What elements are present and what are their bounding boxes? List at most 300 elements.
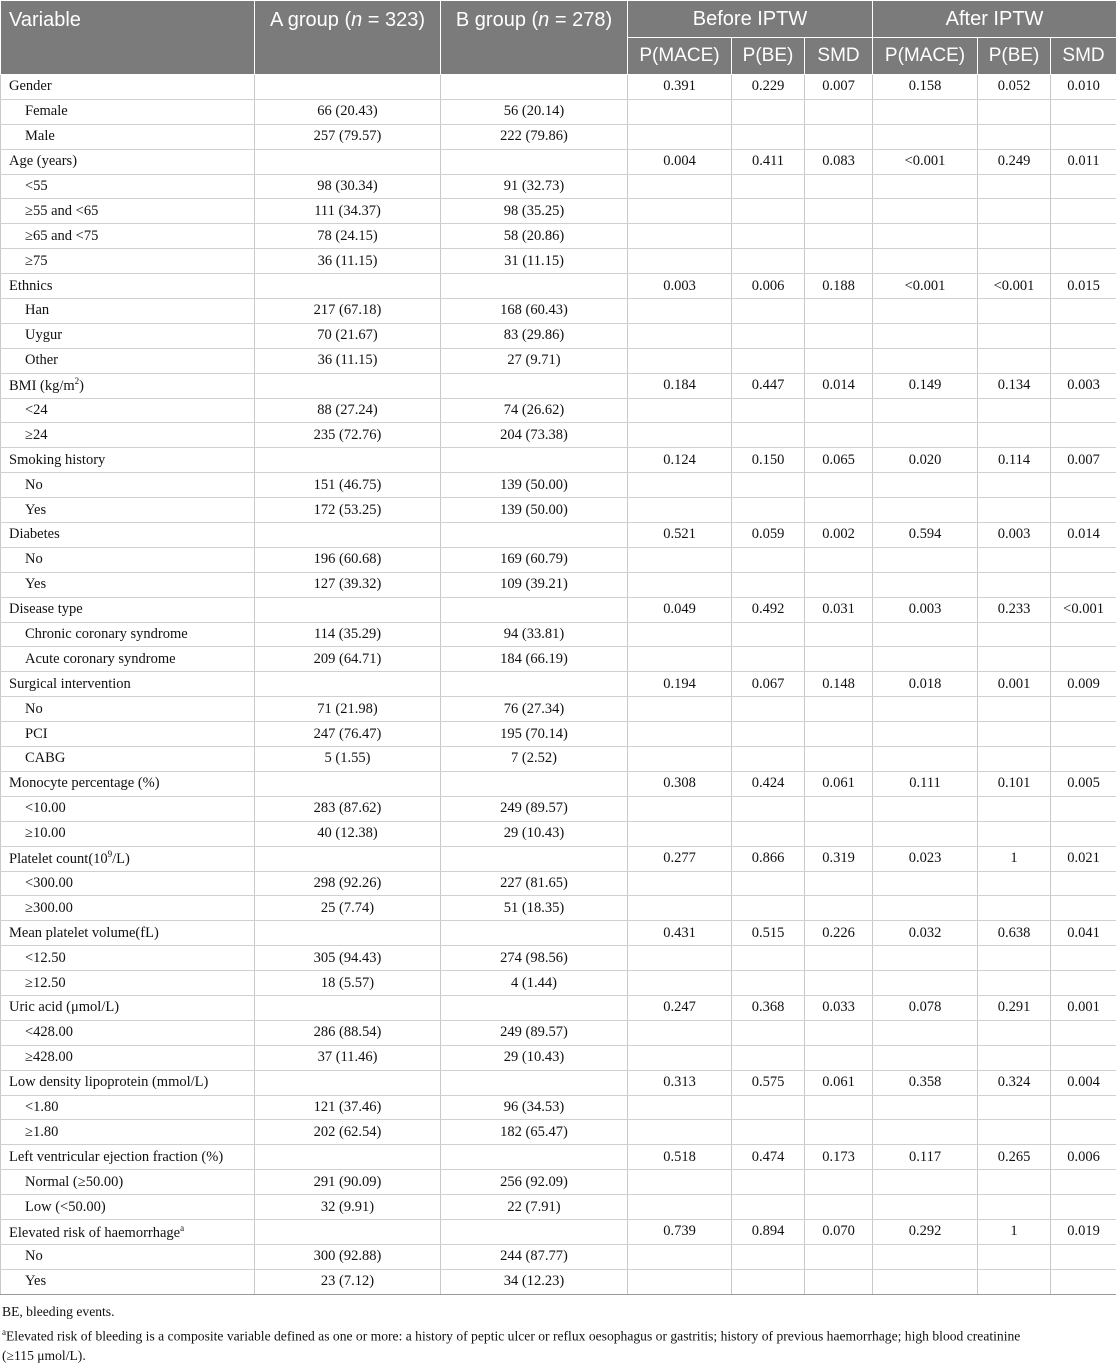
after-p-be-value [978, 224, 1051, 249]
group-b-value: 74 (26.62) [441, 398, 628, 423]
group-a-value: 71 (21.98) [255, 697, 441, 722]
before-p-mace-value [628, 1244, 732, 1269]
before-p-be-value [732, 871, 805, 896]
before-p-mace-value: 0.003 [628, 274, 732, 299]
before-p-be-value [732, 796, 805, 821]
before-p-mace-value [628, 796, 732, 821]
category-row [1, 946, 1116, 971]
group-a-value [255, 1219, 441, 1244]
row-label: Smoking history [9, 452, 105, 468]
group-a-value: 36 (11.15) [255, 348, 441, 373]
after-p-mace-value [873, 572, 978, 597]
after-p-be-value [978, 1244, 1051, 1269]
after-p-mace-value: 0.003 [873, 597, 978, 622]
category-row [1, 1244, 1116, 1269]
category-name [1, 199, 255, 224]
after-smd-value [1051, 1244, 1116, 1269]
variable-row [1, 995, 1116, 1020]
after-smd-value [1051, 647, 1116, 672]
group-b-value: 249 (89.57) [441, 1020, 628, 1045]
after-smd-value [1051, 174, 1116, 199]
after-p-mace-value: 0.111 [873, 771, 978, 796]
before-p-mace-value: 0.184 [628, 373, 732, 398]
after-p-mace-value [873, 547, 978, 572]
row-label: Other [25, 352, 58, 368]
before-p-be-value [732, 398, 805, 423]
after-smd-value [1051, 1120, 1116, 1145]
row-label: <24 [25, 402, 48, 418]
after-p-be-value [978, 647, 1051, 672]
group-b-value [441, 995, 628, 1020]
before-p-mace-value [628, 971, 732, 996]
group-b-value: 274 (98.56) [441, 946, 628, 971]
group-a-value: 37 (11.46) [255, 1045, 441, 1070]
variable-name [1, 672, 255, 697]
before-p-mace-value: 0.247 [628, 995, 732, 1020]
before-p-be-value: 0.229 [732, 75, 805, 100]
after-p-be-value [978, 249, 1051, 274]
category-name [1, 821, 255, 846]
row-label: Acute coronary syndrome [25, 651, 176, 667]
group-b-value: 184 (66.19) [441, 647, 628, 672]
before-p-mace-value [628, 498, 732, 523]
after-smd-value [1051, 896, 1116, 921]
before-smd-value [805, 647, 873, 672]
group-b-value: 27 (9.71) [441, 348, 628, 373]
before-smd-value [805, 796, 873, 821]
after-p-be-value: 0.324 [978, 1070, 1051, 1095]
category-row [1, 323, 1116, 348]
before-smd-value: 0.173 [805, 1145, 873, 1170]
before-smd-value [805, 323, 873, 348]
table-body [1, 75, 1116, 1295]
before-p-mace-value: 0.004 [628, 149, 732, 174]
before-smd-value [805, 423, 873, 448]
after-p-mace-value [873, 1195, 978, 1220]
category-row [1, 821, 1116, 846]
footnotes [0, 1295, 1116, 1365]
category-row [1, 99, 1116, 124]
before-p-be-value [732, 498, 805, 523]
group-a-value: 98 (30.34) [255, 174, 441, 199]
after-p-be-value [978, 299, 1051, 324]
row-label: PCI [25, 726, 48, 742]
category-row [1, 498, 1116, 523]
before-p-be-value [732, 473, 805, 498]
variable-name [1, 75, 255, 100]
after-smd-value [1051, 224, 1116, 249]
group-b-value [441, 1219, 628, 1244]
group-b-value: 22 (7.91) [441, 1195, 628, 1220]
category-row [1, 547, 1116, 572]
table-header [1, 1, 1116, 75]
header-group-a-count: = 323) [362, 9, 425, 31]
group-b-value [441, 75, 628, 100]
after-p-mace-value [873, 871, 978, 896]
category-name [1, 299, 255, 324]
group-a-value: 291 (90.09) [255, 1170, 441, 1195]
footnote-a-line2: (≥115 μmol/L). [2, 1347, 1116, 1365]
before-p-mace-value [628, 896, 732, 921]
after-p-be-value: 0.052 [978, 75, 1051, 100]
category-name [1, 547, 255, 572]
after-p-mace-value [873, 1095, 978, 1120]
group-b-value [441, 373, 628, 398]
before-p-be-value [732, 622, 805, 647]
before-p-mace-value [628, 647, 732, 672]
after-p-mace-value [873, 946, 978, 971]
row-label: Normal (≥50.00) [25, 1174, 123, 1190]
row-label: CABG [25, 750, 65, 766]
before-p-be-value [732, 99, 805, 124]
after-p-mace-value [873, 747, 978, 772]
after-p-mace-value [873, 323, 978, 348]
after-smd-value: 0.019 [1051, 1219, 1116, 1244]
category-row [1, 796, 1116, 821]
before-p-be-value [732, 1244, 805, 1269]
before-p-be-value [732, 348, 805, 373]
variable-row [1, 149, 1116, 174]
after-p-mace-value [873, 124, 978, 149]
group-a-value: 32 (9.91) [255, 1195, 441, 1220]
before-p-mace-value [628, 622, 732, 647]
variable-row [1, 1219, 1116, 1244]
before-p-mace-value: 0.124 [628, 448, 732, 473]
group-b-value: 91 (32.73) [441, 174, 628, 199]
before-p-mace-value [628, 473, 732, 498]
after-smd-value: 0.041 [1051, 921, 1116, 946]
group-a-value: 66 (20.43) [255, 99, 441, 124]
category-name [1, 124, 255, 149]
group-a-value: 235 (72.76) [255, 423, 441, 448]
group-b-value [441, 523, 628, 548]
category-row [1, 1195, 1116, 1220]
before-p-be-value [732, 547, 805, 572]
row-label: Low (<50.00) [25, 1199, 106, 1215]
group-b-value [441, 771, 628, 796]
group-a-value [255, 149, 441, 174]
row-label: Male [25, 128, 55, 144]
before-smd-value [805, 572, 873, 597]
after-smd-value: 0.007 [1051, 448, 1116, 473]
before-smd-value [805, 896, 873, 921]
after-p-mace-value [873, 1045, 978, 1070]
after-p-mace-value [873, 1269, 978, 1294]
header-after-iptw: After IPTW [873, 1, 1116, 38]
row-label: Uygur [25, 327, 62, 343]
group-b-value: 4 (1.44) [441, 971, 628, 996]
before-p-mace-value [628, 821, 732, 846]
category-name [1, 946, 255, 971]
row-label: ≥65 and <75 [25, 228, 98, 244]
group-b-value: 98 (35.25) [441, 199, 628, 224]
before-smd-value [805, 697, 873, 722]
after-smd-value: 0.009 [1051, 672, 1116, 697]
row-label: ≥428.00 [25, 1049, 73, 1065]
category-name [1, 622, 255, 647]
group-b-value: 249 (89.57) [441, 796, 628, 821]
variable-row [1, 921, 1116, 946]
before-smd-value: 0.014 [805, 373, 873, 398]
after-p-be-value [978, 174, 1051, 199]
before-p-be-value: 0.474 [732, 1145, 805, 1170]
before-p-mace-value: 0.194 [628, 672, 732, 697]
group-b-value: 195 (70.14) [441, 722, 628, 747]
before-p-mace-value [628, 124, 732, 149]
footnote-a-mark: a [2, 1327, 6, 1337]
group-b-value: 29 (10.43) [441, 821, 628, 846]
category-name [1, 697, 255, 722]
after-smd-value [1051, 722, 1116, 747]
before-p-be-value: 0.006 [732, 274, 805, 299]
before-p-be-value: 0.447 [732, 373, 805, 398]
variable-name [1, 597, 255, 622]
before-p-be-value [732, 1045, 805, 1070]
category-name [1, 99, 255, 124]
group-a-value: 209 (64.71) [255, 647, 441, 672]
category-name [1, 871, 255, 896]
before-smd-value: 0.002 [805, 523, 873, 548]
footnote-abbreviation: BE, bleeding events. [2, 1303, 1116, 1321]
before-smd-value [805, 1120, 873, 1145]
after-smd-value [1051, 99, 1116, 124]
before-p-be-value [732, 821, 805, 846]
before-smd-value: 0.061 [805, 1070, 873, 1095]
header-group-b [441, 1, 628, 75]
row-label: Mean platelet volume(fL) [9, 925, 159, 941]
category-name [1, 1120, 255, 1145]
before-smd-value [805, 1195, 873, 1220]
after-p-be-value: 1 [978, 1219, 1051, 1244]
before-smd-value: 0.188 [805, 274, 873, 299]
after-smd-value: 0.021 [1051, 846, 1116, 871]
category-row [1, 124, 1116, 149]
category-name [1, 1195, 255, 1220]
before-smd-value [805, 199, 873, 224]
group-a-value [255, 597, 441, 622]
before-p-mace-value [628, 1195, 732, 1220]
header-after-p-be: P(BE) [978, 38, 1051, 75]
category-row [1, 174, 1116, 199]
before-p-mace-value [628, 722, 732, 747]
group-a-value: 25 (7.74) [255, 896, 441, 921]
before-p-mace-value [628, 1020, 732, 1045]
header-after-smd: SMD [1051, 38, 1116, 75]
after-smd-value [1051, 796, 1116, 821]
before-p-mace-value: 0.518 [628, 1145, 732, 1170]
after-p-be-value: 0.291 [978, 995, 1051, 1020]
header-group-a-n: n [351, 9, 362, 31]
after-smd-value [1051, 946, 1116, 971]
category-row [1, 299, 1116, 324]
group-b-value: 168 (60.43) [441, 299, 628, 324]
after-smd-value: 0.015 [1051, 274, 1116, 299]
after-p-be-value [978, 1170, 1051, 1195]
group-b-value: 51 (18.35) [441, 896, 628, 921]
category-row [1, 473, 1116, 498]
variable-row [1, 523, 1116, 548]
after-smd-value: 0.011 [1051, 149, 1116, 174]
footnote-a-text: Elevated risk of bleeding is a composite variable defined as one or more: a history of peptic ulcer or reflux oesophagus or gastritis; history of previous haemorrhage; high blood creatinine [6, 1328, 1020, 1343]
before-p-be-value [732, 722, 805, 747]
before-p-mace-value [628, 1170, 732, 1195]
after-p-be-value [978, 1095, 1051, 1120]
before-smd-value: 0.070 [805, 1219, 873, 1244]
before-smd-value [805, 547, 873, 572]
header-before-p-be: P(BE) [732, 38, 805, 75]
before-smd-value: 0.226 [805, 921, 873, 946]
category-name [1, 498, 255, 523]
after-smd-value [1051, 547, 1116, 572]
group-b-value [441, 274, 628, 299]
before-smd-value [805, 299, 873, 324]
before-p-mace-value [628, 99, 732, 124]
variable-row [1, 1145, 1116, 1170]
header-before-smd: SMD [805, 38, 873, 75]
after-p-mace-value [873, 224, 978, 249]
group-b-value: 7 (2.52) [441, 747, 628, 772]
category-name [1, 323, 255, 348]
after-p-be-value [978, 871, 1051, 896]
before-p-be-value: 0.150 [732, 448, 805, 473]
header-before-p-mace: P(MACE) [628, 38, 732, 75]
header-group-b-n: n [538, 9, 549, 31]
variable-row [1, 75, 1116, 100]
after-smd-value [1051, 398, 1116, 423]
after-p-be-value [978, 946, 1051, 971]
variable-name [1, 1145, 255, 1170]
before-smd-value: 0.061 [805, 771, 873, 796]
before-smd-value: 0.033 [805, 995, 873, 1020]
after-smd-value [1051, 323, 1116, 348]
before-smd-value [805, 871, 873, 896]
after-p-be-value [978, 1195, 1051, 1220]
group-b-value [441, 846, 628, 871]
before-p-be-value [732, 323, 805, 348]
group-b-value: 94 (33.81) [441, 622, 628, 647]
before-smd-value [805, 747, 873, 772]
row-label: No [25, 1248, 43, 1264]
category-row [1, 722, 1116, 747]
group-a-value [255, 1070, 441, 1095]
header-group-a [255, 1, 441, 75]
category-name [1, 1095, 255, 1120]
category-name [1, 473, 255, 498]
before-p-mace-value [628, 547, 732, 572]
after-smd-value [1051, 572, 1116, 597]
group-a-value: 283 (87.62) [255, 796, 441, 821]
after-p-be-value [978, 1045, 1051, 1070]
group-b-value: 256 (92.09) [441, 1170, 628, 1195]
before-p-mace-value [628, 249, 732, 274]
group-b-value: 227 (81.65) [441, 871, 628, 896]
before-p-mace-value: 0.277 [628, 846, 732, 871]
after-p-be-value [978, 1269, 1051, 1294]
category-row [1, 697, 1116, 722]
after-p-mace-value: 0.032 [873, 921, 978, 946]
after-p-mace-value [873, 249, 978, 274]
group-a-value: 286 (88.54) [255, 1020, 441, 1045]
before-p-mace-value [628, 1095, 732, 1120]
before-p-be-value [732, 1195, 805, 1220]
before-p-be-value [732, 697, 805, 722]
group-a-value: 247 (76.47) [255, 722, 441, 747]
before-p-mace-value [628, 572, 732, 597]
after-p-mace-value [873, 1170, 978, 1195]
after-smd-value: 0.006 [1051, 1145, 1116, 1170]
category-name [1, 722, 255, 747]
before-p-be-value [732, 1095, 805, 1120]
row-label: Monocyte percentage (%) [9, 775, 160, 791]
after-p-be-value [978, 1020, 1051, 1045]
row-label: No [25, 701, 43, 717]
group-a-value [255, 995, 441, 1020]
category-row [1, 249, 1116, 274]
category-name [1, 249, 255, 274]
after-smd-value [1051, 622, 1116, 647]
header-group-b-text: B group ( [456, 9, 538, 31]
after-p-mace-value [873, 697, 978, 722]
after-p-be-value [978, 622, 1051, 647]
group-b-value: 31 (11.15) [441, 249, 628, 274]
after-p-mace-value [873, 647, 978, 672]
row-label-tail: /L) [112, 851, 130, 867]
after-p-be-value [978, 821, 1051, 846]
category-name [1, 398, 255, 423]
category-row [1, 1045, 1116, 1070]
group-b-value: 244 (87.77) [441, 1244, 628, 1269]
before-smd-value [805, 946, 873, 971]
group-a-value [255, 771, 441, 796]
group-a-value: 172 (53.25) [255, 498, 441, 523]
group-a-value [255, 274, 441, 299]
group-a-value [255, 846, 441, 871]
category-row [1, 747, 1116, 772]
category-row [1, 1095, 1116, 1120]
group-a-value: 5 (1.55) [255, 747, 441, 772]
category-name [1, 747, 255, 772]
after-p-be-value: 0.101 [978, 771, 1051, 796]
after-p-mace-value [873, 1120, 978, 1145]
after-p-be-value: 0.265 [978, 1145, 1051, 1170]
before-p-mace-value [628, 697, 732, 722]
variable-row [1, 448, 1116, 473]
group-a-value: 257 (79.57) [255, 124, 441, 149]
before-p-be-value: 0.515 [732, 921, 805, 946]
after-p-mace-value: 0.117 [873, 1145, 978, 1170]
before-smd-value [805, 249, 873, 274]
after-p-be-value [978, 1120, 1051, 1145]
after-p-be-value [978, 99, 1051, 124]
row-label: Diabetes [9, 526, 60, 542]
after-p-mace-value: 0.158 [873, 75, 978, 100]
after-p-be-value [978, 697, 1051, 722]
row-label: Uric acid (μmol/L) [9, 999, 119, 1015]
row-label: Female [25, 103, 68, 119]
before-smd-value [805, 722, 873, 747]
group-a-value: 151 (46.75) [255, 473, 441, 498]
before-p-mace-value: 0.313 [628, 1070, 732, 1095]
group-b-value: 58 (20.86) [441, 224, 628, 249]
row-label: Left ventricular ejection fraction (%) [9, 1149, 223, 1165]
before-p-be-value: 0.411 [732, 149, 805, 174]
before-smd-value [805, 971, 873, 996]
category-row [1, 572, 1116, 597]
row-label: Ethnics [9, 278, 53, 294]
after-p-be-value: 0.249 [978, 149, 1051, 174]
category-name [1, 1020, 255, 1045]
group-b-value: 83 (29.86) [441, 323, 628, 348]
